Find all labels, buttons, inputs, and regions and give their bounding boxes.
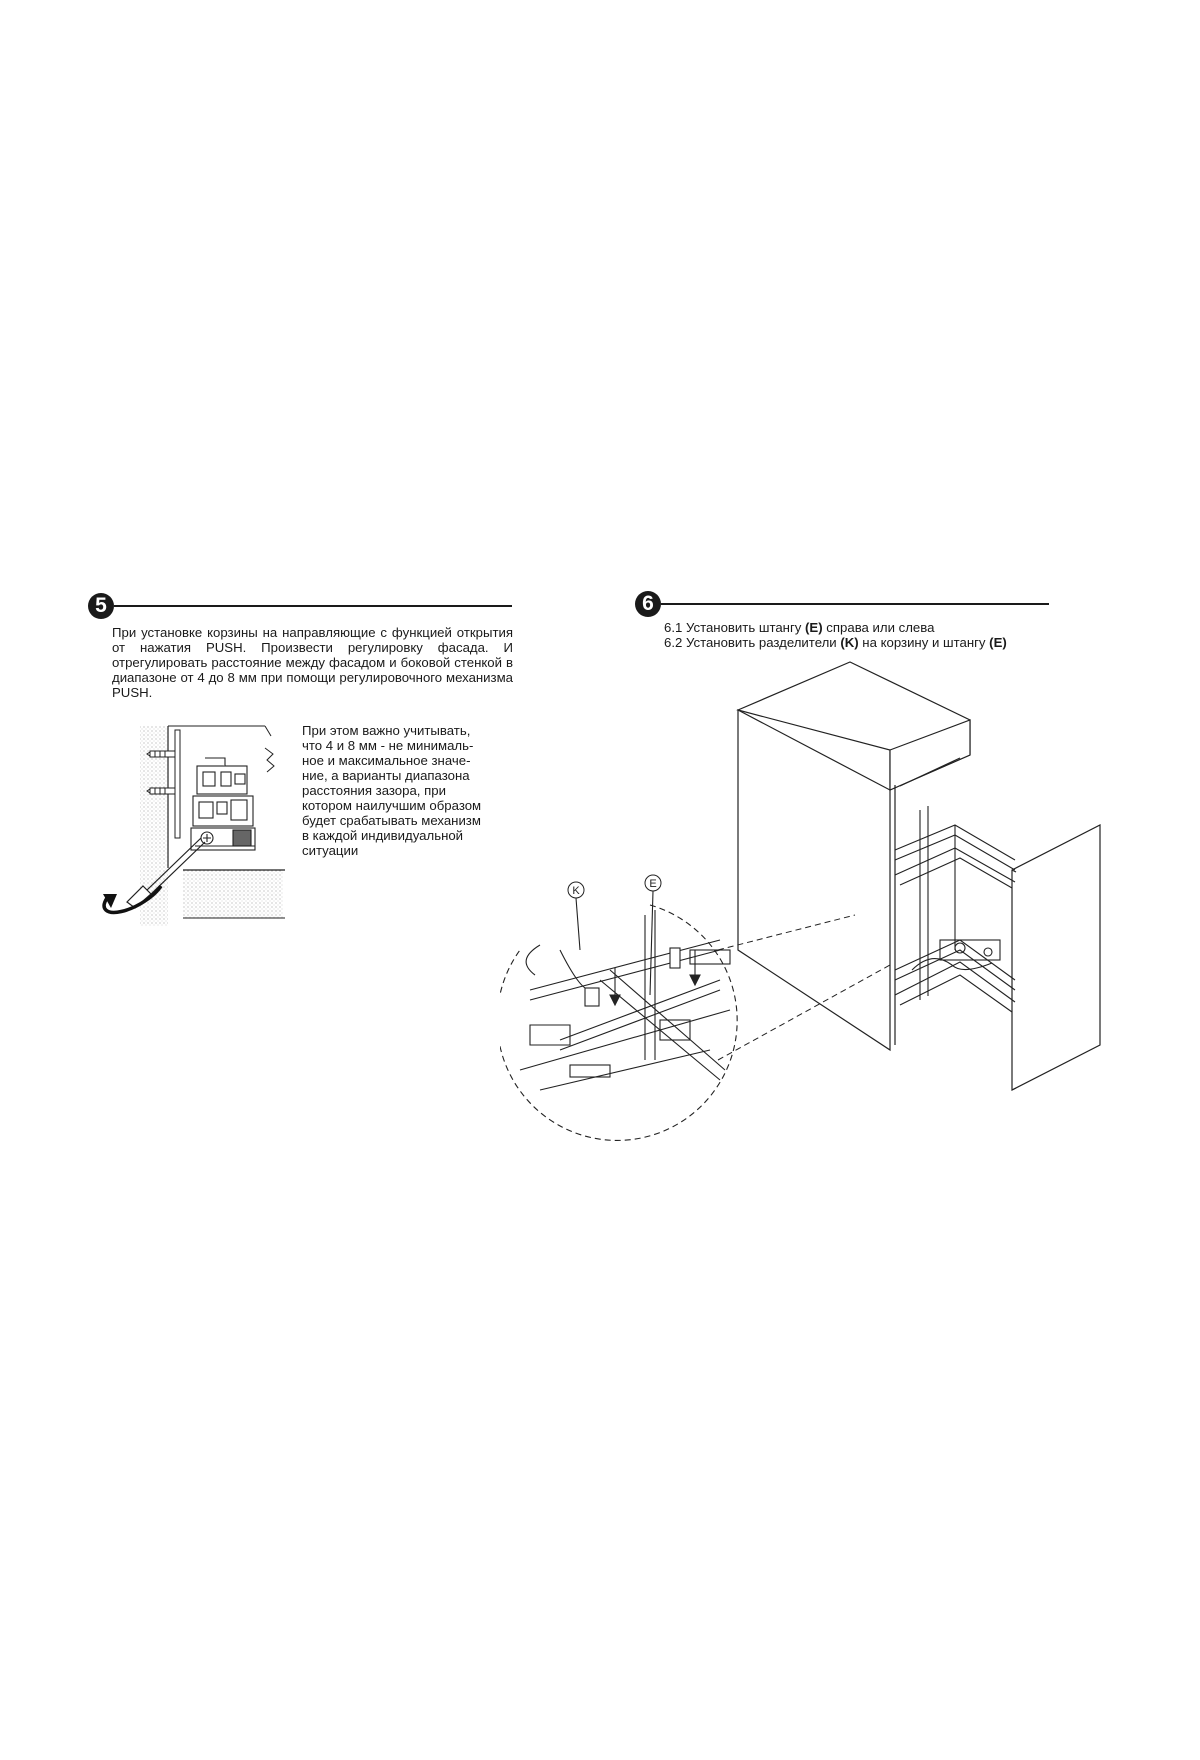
bottom-panel <box>183 870 283 918</box>
step-5-paragraph: При установке корзины на направляющие с функцией открытия от нажатия PUSH. Произвести регулировку фасада. И отрегулировать расстояние между фасадом и боковой стенкой в диапазоне от 4 до 8 мм при помощи регулировочного механизма PUSH. <box>112 625 513 700</box>
instruction-6-2: 6.2 Установить разделители (K) на корзину и штангу (E) <box>664 635 1007 650</box>
note-line: будет срабатывать механизм <box>302 813 481 828</box>
detail-parts <box>520 891 730 1090</box>
basket <box>895 806 1015 1012</box>
step-6-instructions <box>664 620 1084 650</box>
note-line: котором наилучшим образом <box>302 798 482 813</box>
cabinet-basket-illustration <box>500 650 1120 1170</box>
screw-bottom <box>147 788 175 794</box>
note-line: ное и максимальное значе- <box>302 753 471 768</box>
step-6-rule <box>661 603 1049 605</box>
step-5-badge: 5 <box>88 593 114 619</box>
drawer-front <box>1012 825 1100 1090</box>
note-line: расстояния зазора, при <box>302 783 446 798</box>
push-adjustment-illustration <box>95 718 295 938</box>
note-line: ние, а варианты диапазона <box>302 768 470 783</box>
step-5-note <box>302 723 517 858</box>
note-line: ситуации <box>302 843 359 858</box>
callout-e-label: E <box>649 878 657 890</box>
instruction-6-1: 6.1 Установить штангу (E) справа или слева <box>664 620 935 635</box>
step-5-rule <box>114 605 512 607</box>
note-line: в каждой индивидуальной <box>302 828 464 843</box>
push-mechanism <box>191 758 255 850</box>
note-line: что 4 и 8 мм - не минималь- <box>302 738 474 753</box>
cabinet <box>738 662 970 1050</box>
screw-top <box>147 751 175 757</box>
note-line: При этом важно учитывать, <box>302 723 471 738</box>
callout-k-label: K <box>572 885 580 897</box>
step-6-badge: 6 <box>635 591 661 617</box>
